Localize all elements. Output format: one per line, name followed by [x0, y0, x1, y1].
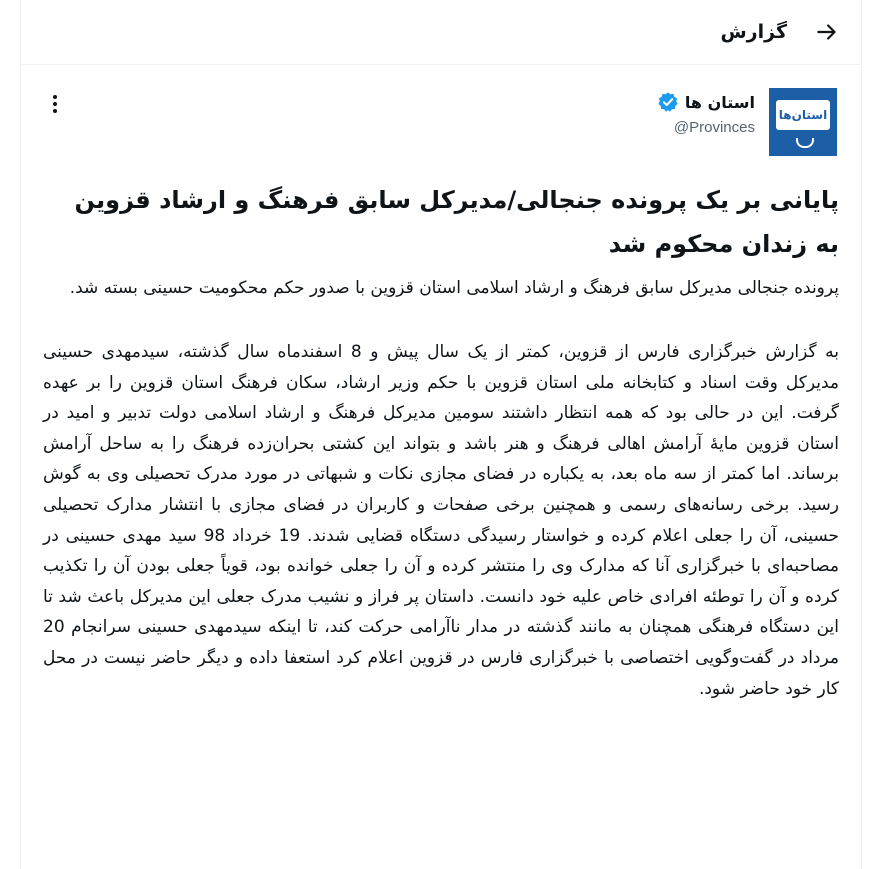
verified-badge-icon — [657, 91, 679, 113]
more-vertical-icon — [52, 94, 58, 114]
account-names — [657, 90, 755, 136]
display-name-row — [657, 90, 755, 114]
article-content — [43, 178, 839, 704]
back-button[interactable] — [809, 14, 845, 50]
display-name[interactable]: استان ها — [684, 92, 755, 112]
article-body: به گزارش خبرگزاری فارس از قزوین، کمتر از یک سال پیش و 8 اسفندماه سال گذشته، سیدمهدی حسینی مدیرکل وقت اسناد و کتابخانه ملی استان قزوین با حکم وزیر ارشاد، سکان فرهنگ استان قزوین را بر عهده گرفت. این در حالی بود که همه انتظار داشتند سومین مدیرکل فرهنگ و ارشاد اسلامی دولت تدبیر و امید در استان قزوین مایهٔ آرامش اهالی فرهنگ و هنر باشد و بتواند این کشتی بحران‌زده فرهنگ را به ساحل آرامش برساند. اما کمتر از سه ماه بعد، به یکباره در فضای مجازی نکات و شبهاتی در مورد مدرک تحصیلی وی به گوش رسید. برخی رسانه‌های رسمی و همچنین برخی صفحات و کاربران در فضای مجازی با انتشار مدارک تحصیلی حسینی، آن را جعلی اعلام کرده و خواستار رسیدگی دستگاه قضایی شدند. 19 خرداد 98 سید مهدی حسینی در مصاحبه‌ای با خبرگزاری آنا که مدارک وی را منتشر کرده و آن را جعلی خوانده بود، قویاً جعلی بودن آن را تکذیب کرده و آن را توطئه افرادی خاص علیه خود دانست. داستان پر فراز و نشیب مدرک جعلی این مدیرکل باعث شد تا این دستگاه فرهنگی همچنان به مانند گذشته در مدار ناآرامی حرکت کند، تا اینکه سیدمهدی حسینی سرانجام 20 مرداد در گفت‌وگویی اختصاصی با خبرگزاری فارس در قزوین اعلام کرد استعفا داده و دیگر حاضر نیست در محل کار خود حاضر شود. — [43, 342, 840, 699]
article-lead: پرونده جنجالی مدیرکل سابق فرهنگ و ارشاد اسلامی استان قزوین با صدور حکم محکومیت حسینی بسته شد. — [69, 278, 839, 298]
avatar-logo-mark — [796, 138, 814, 148]
avatar[interactable] — [769, 88, 837, 156]
account-handle[interactable]: @Provinces — [673, 119, 755, 136]
top-bar — [21, 0, 861, 65]
post-header — [21, 64, 861, 174]
report-panel — [20, 0, 862, 869]
arrow-right-icon — [814, 19, 840, 45]
article-headline: پایانی بر یک پرونده جنجالی/مدیرکل سابق فرهنگ و ارشاد قزوین به زندان محکوم شد — [74, 186, 839, 258]
avatar-logo-text: استان‌ها — [776, 100, 830, 130]
more-options-button[interactable] — [41, 90, 69, 118]
page-title: گزارش — [720, 21, 787, 43]
